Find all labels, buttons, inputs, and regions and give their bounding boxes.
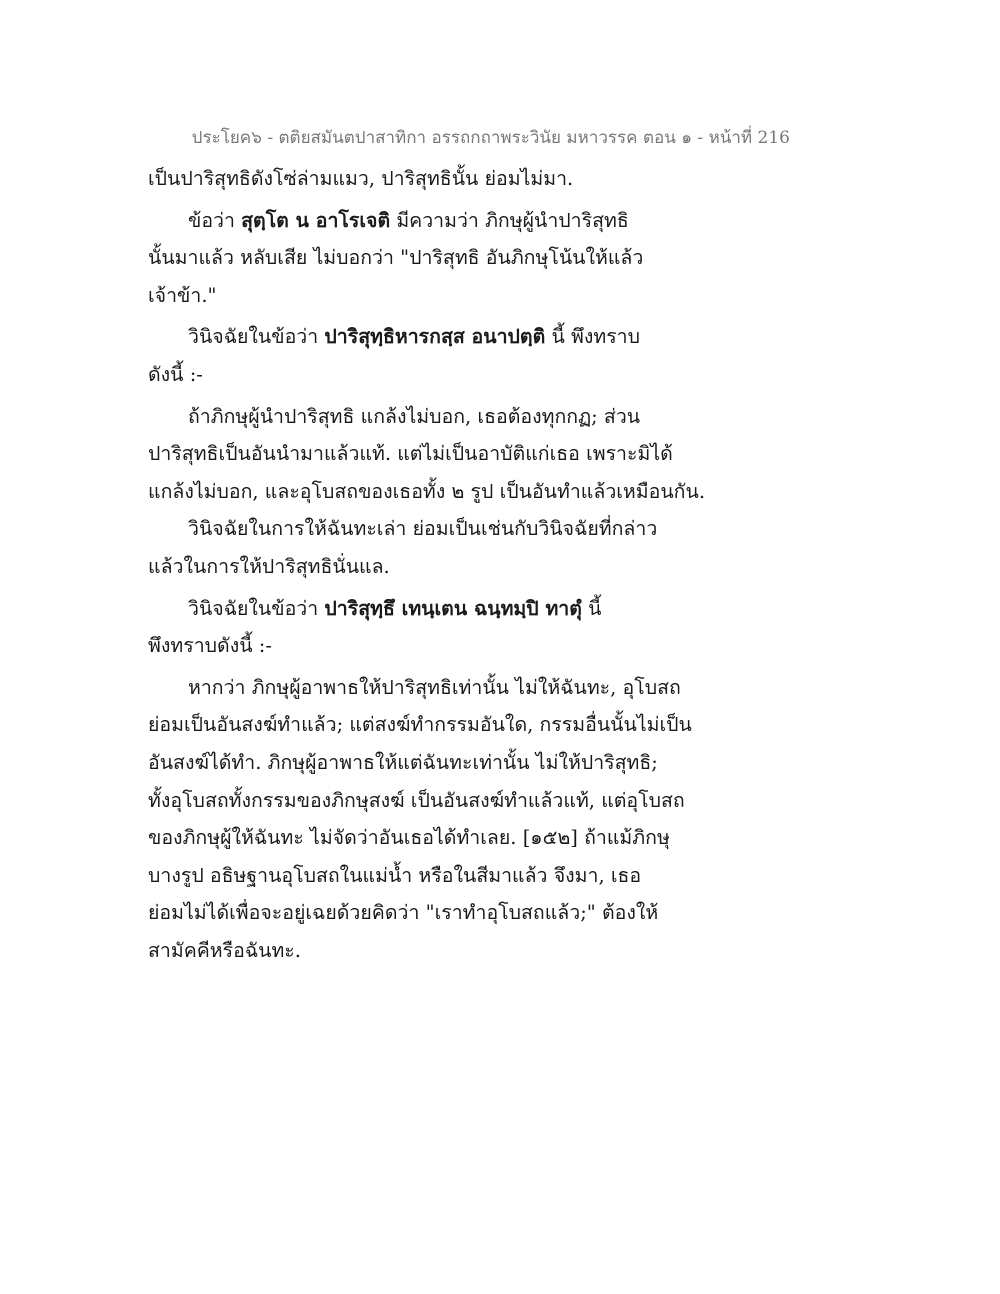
text-line	[148, 590, 748, 628]
text-line	[148, 318, 748, 356]
pali-term: ปาริสุทฺธึ เทนฺเตน ฉนฺทมฺปิ ทาตุํ	[324, 596, 582, 620]
running-header: ประโยค๖ - ตติยสมันตปาสาทิกา อรรถกถาพระวินัย มหาวรรค ตอน ๑ - หน้าที่ 216	[191, 128, 790, 148]
text-line: วินิจฉัยในการให้ฉันทะเล่า ย่อมเป็นเช่นกับวินิจฉัยที่กล่าว	[188, 517, 658, 541]
text-line: ย่อมเป็นอันสงฆ์ทำแล้ว; แต่สงฆ์ทำกรรมอันใด, กรรมอื่นนั้นไม่เป็น	[148, 713, 692, 737]
text-line: หากว่า ภิกษุผู้อาพาธให้ปาริสุทธิเท่านั้น ไม่ให้ฉันทะ, อุโบสถ	[188, 675, 681, 699]
text-line: บางรูป อธิษฐานอุโบสถในแม่น้ำ หรือในสีมาแล้ว จึงมา, เธอ	[148, 863, 642, 887]
text-line: นั้นมาแล้ว หลับเสีย ไม่บอกว่า "ปาริสุทธิ อันภิกษุโน้นให้แล้ว	[148, 246, 644, 270]
text-line: เป็นปาริสุทธิดังโซ่ล่ามแมว, ปาริสุทธินั้น ย่อมไม่มา.	[148, 167, 574, 190]
text-run: นี้ พึงทราบ	[545, 325, 641, 349]
text-line: แกล้งไม่บอก, และอุโบสถของเธอทั้ง ๒ รูป เป็นอันทำแล้วเหมือนกัน.	[148, 479, 706, 503]
text-run: นี้	[581, 596, 602, 620]
text-line: พึงทราบดังนี้ :-	[148, 634, 272, 658]
text-line: แล้วในการให้ปาริสุทธินั่นแล.	[148, 554, 390, 578]
text-line: สามัคคีหรือฉันทะ.	[148, 938, 301, 962]
text-line: เจ้าข้า."	[148, 283, 217, 307]
text-line: ปาริสุทธิเป็นอันนำมาแล้วแท้. แต่ไม่เป็นอาบัติแก่เธอ เพราะมิได้	[148, 442, 673, 466]
text-line: ของภิกษุผู้ให้ฉันทะ ไม่จัดว่าอันเธอได้ทำเลย. [๑๕๒] ถ้าแม้ภิกษุ	[148, 826, 670, 850]
text-line: ย่อมไม่ได้เพื่อจะอยู่เฉยด้วยคิดว่า "เราทำอุโบสถแล้ว;" ต้องให้	[148, 901, 659, 925]
text-line: อันสงฆ์ได้ทำ. ภิกษุผู้อาพาธให้แต่ฉันทะเท่านั้น ไม่ให้ปาริสุทธิ;	[148, 750, 658, 774]
pali-term: สุตฺโต น อาโรเจติ	[241, 208, 391, 232]
text-line: ถ้าภิกษุผู้นำปาริสุทธิ แกล้งไม่บอก, เธอต้องทุกกฏ; ส่วน	[188, 404, 641, 428]
body-text	[148, 160, 748, 969]
text-line: ทั้งอุโบสถทั้งกรรมของภิกษุสงฆ์ เป็นอันสงฆ์ทำแล้วแท้, แต่อุโบสถ	[148, 788, 685, 812]
text-run: วินิจฉัยในข้อว่า	[188, 325, 325, 349]
text-run: วินิจฉัยในข้อว่า	[188, 596, 325, 620]
pali-term: ปาริสุทฺธิหารกสฺส อนาปตฺติ	[324, 325, 546, 349]
text-line: ดังนี้ :-	[148, 362, 203, 386]
text-line	[148, 202, 748, 240]
text-run: ข้อว่า	[188, 208, 242, 232]
text-run: มีความว่า ภิกษุผู้นำปาริสุทธิ	[390, 208, 629, 232]
